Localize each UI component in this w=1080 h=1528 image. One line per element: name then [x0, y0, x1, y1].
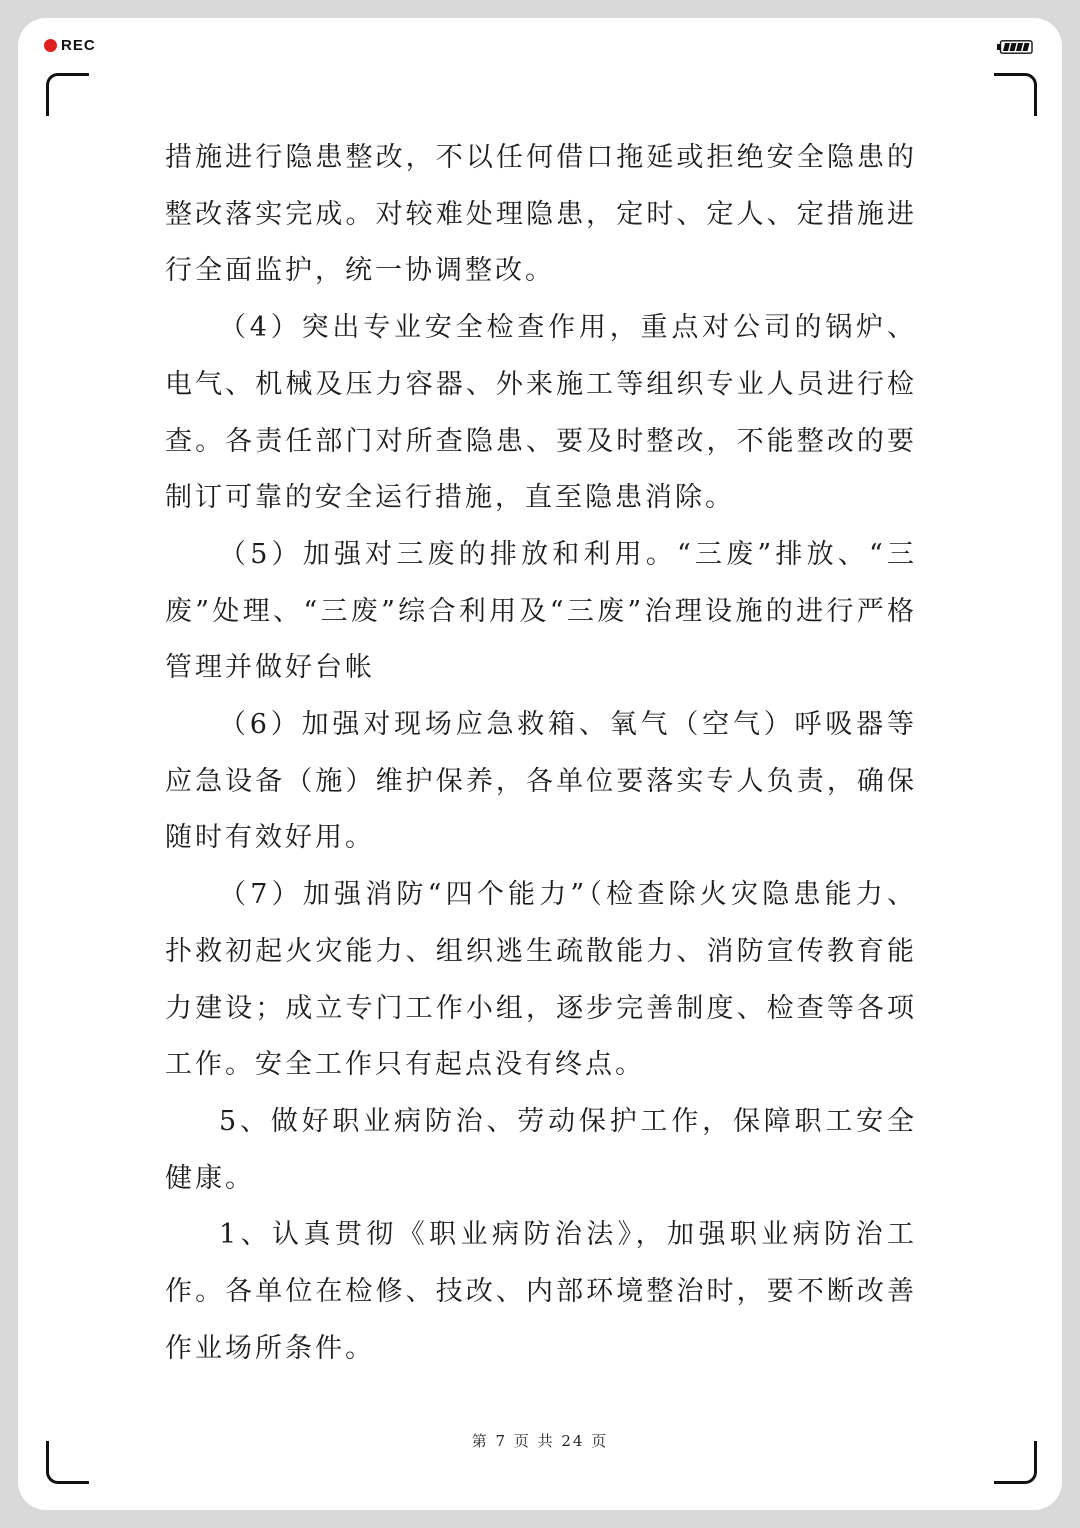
paragraph: 措施进行隐患整改，不以任何借口拖延或拒绝安全隐患的整改落实完成。对较难处理隐患，定时、定人、定措施进行全面监护，统一协调整改。: [165, 142, 917, 287]
viewfinder-corner-top-left: [46, 73, 89, 116]
page-number: 第 7 页 共 24 页: [471, 1432, 609, 1450]
paragraph: 5、做好职业病防治、劳动保护工作，保障职工安全健康。: [165, 1105, 917, 1194]
paragraph: （5）加强对三废的排放和利用。“三废”排放、“三废”处理、“三废”综合利用及“三废”治理设施的进行严格管理并做好台帐: [165, 538, 917, 684]
paragraph: 1、认真贯彻《职业病防治法》，加强职业病防治工作。各单位在检修、技改、内部环境整治时，要不断改善作业场所条件。: [165, 1219, 917, 1364]
battery-full-icon: [997, 40, 1033, 54]
paragraph: （4）突出专业安全检查作用，重点对公司的锅炉、电气、机械及压力容器、外来施工等组织专业人员进行检查。各责任部门对所查隐患、要及时整改，不能整改的要制订可靠的安全运行措施，直至隐患消除。: [165, 312, 917, 514]
record-dot-icon: [44, 39, 57, 52]
rec-label: REC: [61, 37, 96, 54]
document-body: [165, 130, 917, 1377]
paragraph: （7）加强消防“四个能力”（检查除火灾隐患能力、扑救初起火灾能力、组织逃生疏散能力、消防宣传教育能力建设；成立专门工作小组，逐步完善制度、检查等各项工作。安全工作只有起点没有终点。: [165, 879, 917, 1081]
recording-indicator: [44, 37, 96, 54]
paragraph: （6）加强对现场应急救箱、氧气（空气）呼吸器等应急设备（施）维护保养，各单位要落实专人负责，确保随时有效好用。: [165, 709, 917, 854]
viewfinder-corner-top-right: [994, 73, 1037, 116]
